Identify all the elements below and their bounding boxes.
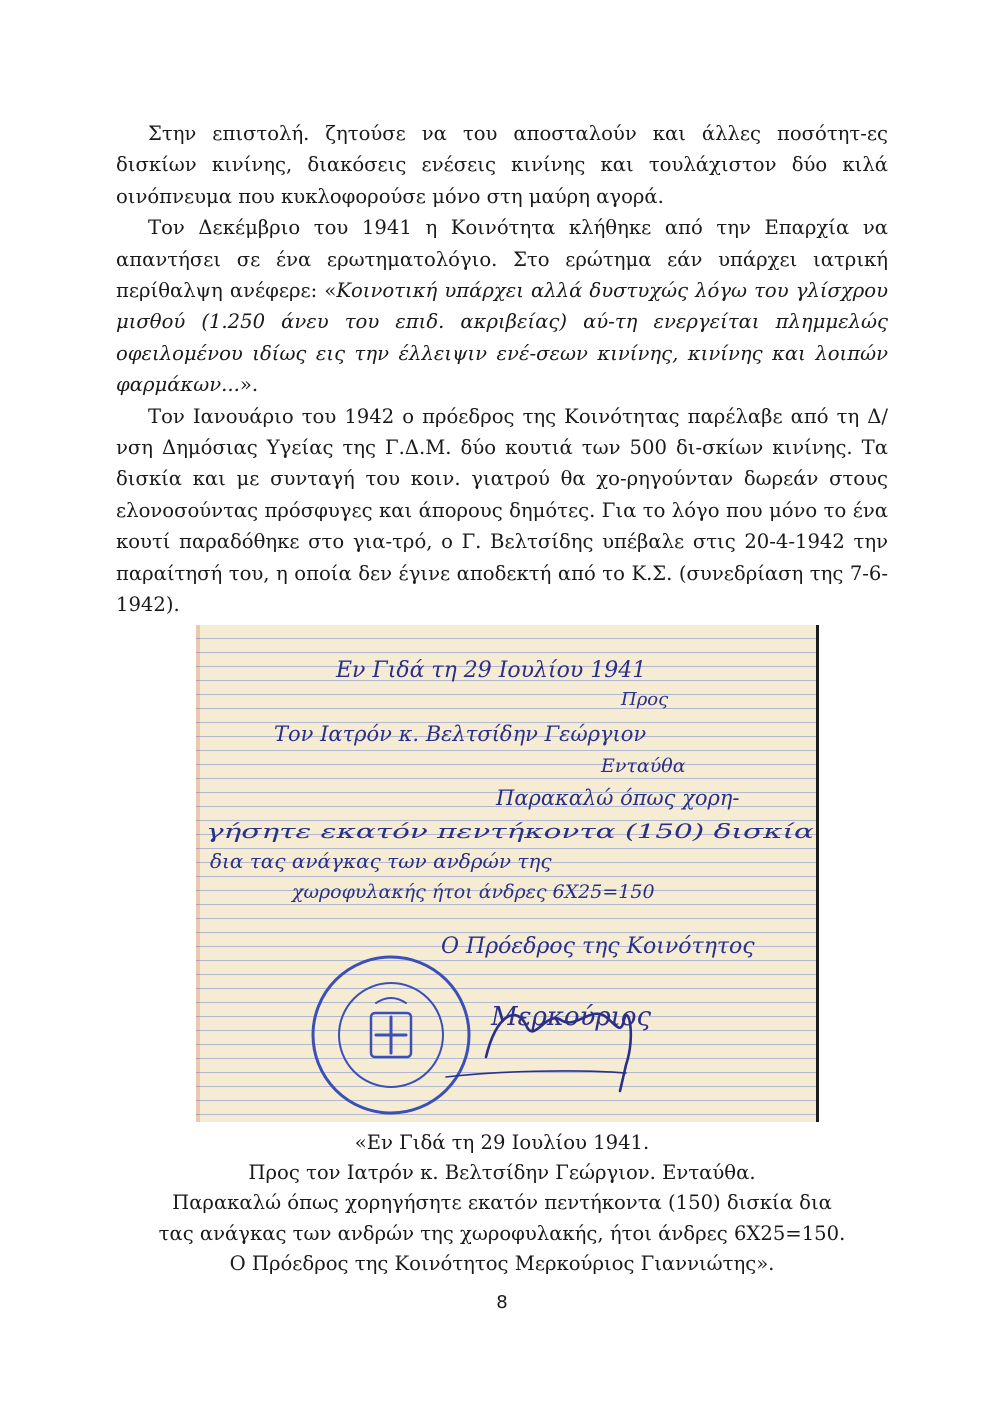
community-seal [313, 957, 469, 1113]
paragraph-2-quote: Κοινοτική υπάρχει αλλά δυστυχώς λόγω του γλίσχρου μισθού (1.250 άνευ του επιδ. ακριβείας) αύ-τη ενεργείται πλημμελώς οφειλομένου ιδίως εις την έλλειψιν ενέ-σεων κινίνης, κινίνης και λοιπών φαρμάκων... [116, 279, 888, 397]
caption-line-5: Ο Πρόεδρος της Κοινότητος Μερκούριος Γιαννιώτης». [229, 1251, 775, 1275]
paragraph-2-close: ». [239, 373, 259, 397]
caption-line-2: Προς τον Ιατρόν κ. Βελτσίδην Γεώργιον. Ενταύθα. [248, 1161, 756, 1185]
letter-signature-name: Μερκούριος [491, 1002, 652, 1032]
paragraph-3: Τον Ιανουάριο του 1942 ο πρόεδρος της Κοινότητας παρέλαβε από τη Δ/νση Δημόσιας Υγείας της Γ.Δ.Μ. δύο κουτιά των 500 δι-σκίων κινίνης. Τα δισκία και με συνταγή του κοιν. γιατρού θα χο-ρηγούνταν δωρεάν στους ελονοσούντας πρόσφυγες και άπορους δημότες. Για το λόγο που μόνο το ένα κουτί παραδόθηκε στο για-τρό, ο Γ. Βελτσίδης υπέβαλε στις 20-4-1942 την παραίτησή του, η οποία δεν έγινε αποδεκτή από το Κ.Σ. (συνεδρίαση της 7-6-1942). [116, 404, 888, 617]
paragraph-2-intro: Τον Δεκέμβριο του 1941 η Κοινότητα κλήθηκε από την Επαρχία να απαντήσει σε ένα ερωτηματολόγιο. Στο ερώτημα εάν υπάρχει ιατρική περίθαλψη ανέφερε: « [116, 216, 888, 303]
letter-line-proedros: Ο Πρόεδρος της Κοινότητος [441, 934, 755, 959]
paragraph-2 [116, 212, 888, 400]
caption-line-4: τας ανάγκας των ανδρών της χωροφυλακής, ήτοι άνδρες 6Χ25=150. [158, 1221, 846, 1245]
caption-line-1: «Εν Γιδά τη 29 Ιουλίου 1941. [354, 1131, 650, 1154]
letter-caption [100, 1128, 904, 1279]
signature-underline [446, 1071, 626, 1077]
page-number: 8 [496, 1292, 508, 1313]
letter-line-entautha: Ενταύθα [601, 755, 686, 777]
seal-crown-mark [376, 998, 406, 1003]
paragraph-1: Στην επιστολή. ζητούσε να του αποσταλούν και άλλες ποσότητ-ες δισκίων κινίνης, διακόσεις ενέσεις κινίνης και τουλάχιστον δύο κιλά οινόπνευμα που κυκλοφορούσε μόνο στη μαύρη αγορά. [116, 122, 888, 208]
letter-drawing [196, 625, 816, 1122]
letter-line-date: Εν Γιδά τη 29 Ιουλίου 1941 [336, 658, 647, 683]
caption-line-3: Παρακαλώ όπως χορηγήσητε εκατόν πεντήκοντα (150) δισκία δια [172, 1191, 832, 1215]
letter-line-anagkas: δια τας ανάγκας των ανδρών της [210, 849, 552, 873]
letter-line-xorigisite: γήσητε εκατόν πεντήκοντα (150) δισκία [206, 819, 815, 843]
handwritten-letter-image [196, 625, 816, 1122]
letter-line-pros: Προς [621, 689, 669, 710]
letter-line-recipient: Τον Ιατρόν κ. Βελτσίδην Γεώργιον [274, 722, 647, 746]
body-text [116, 118, 888, 621]
letter-line-xorofylakis: χωροφυλακής ήτοι άνδρες 6Χ25=150 [292, 881, 655, 903]
letter-line-parakalo: Παρακαλώ όπως χορη- [496, 786, 740, 810]
seal-cross [376, 1017, 406, 1053]
